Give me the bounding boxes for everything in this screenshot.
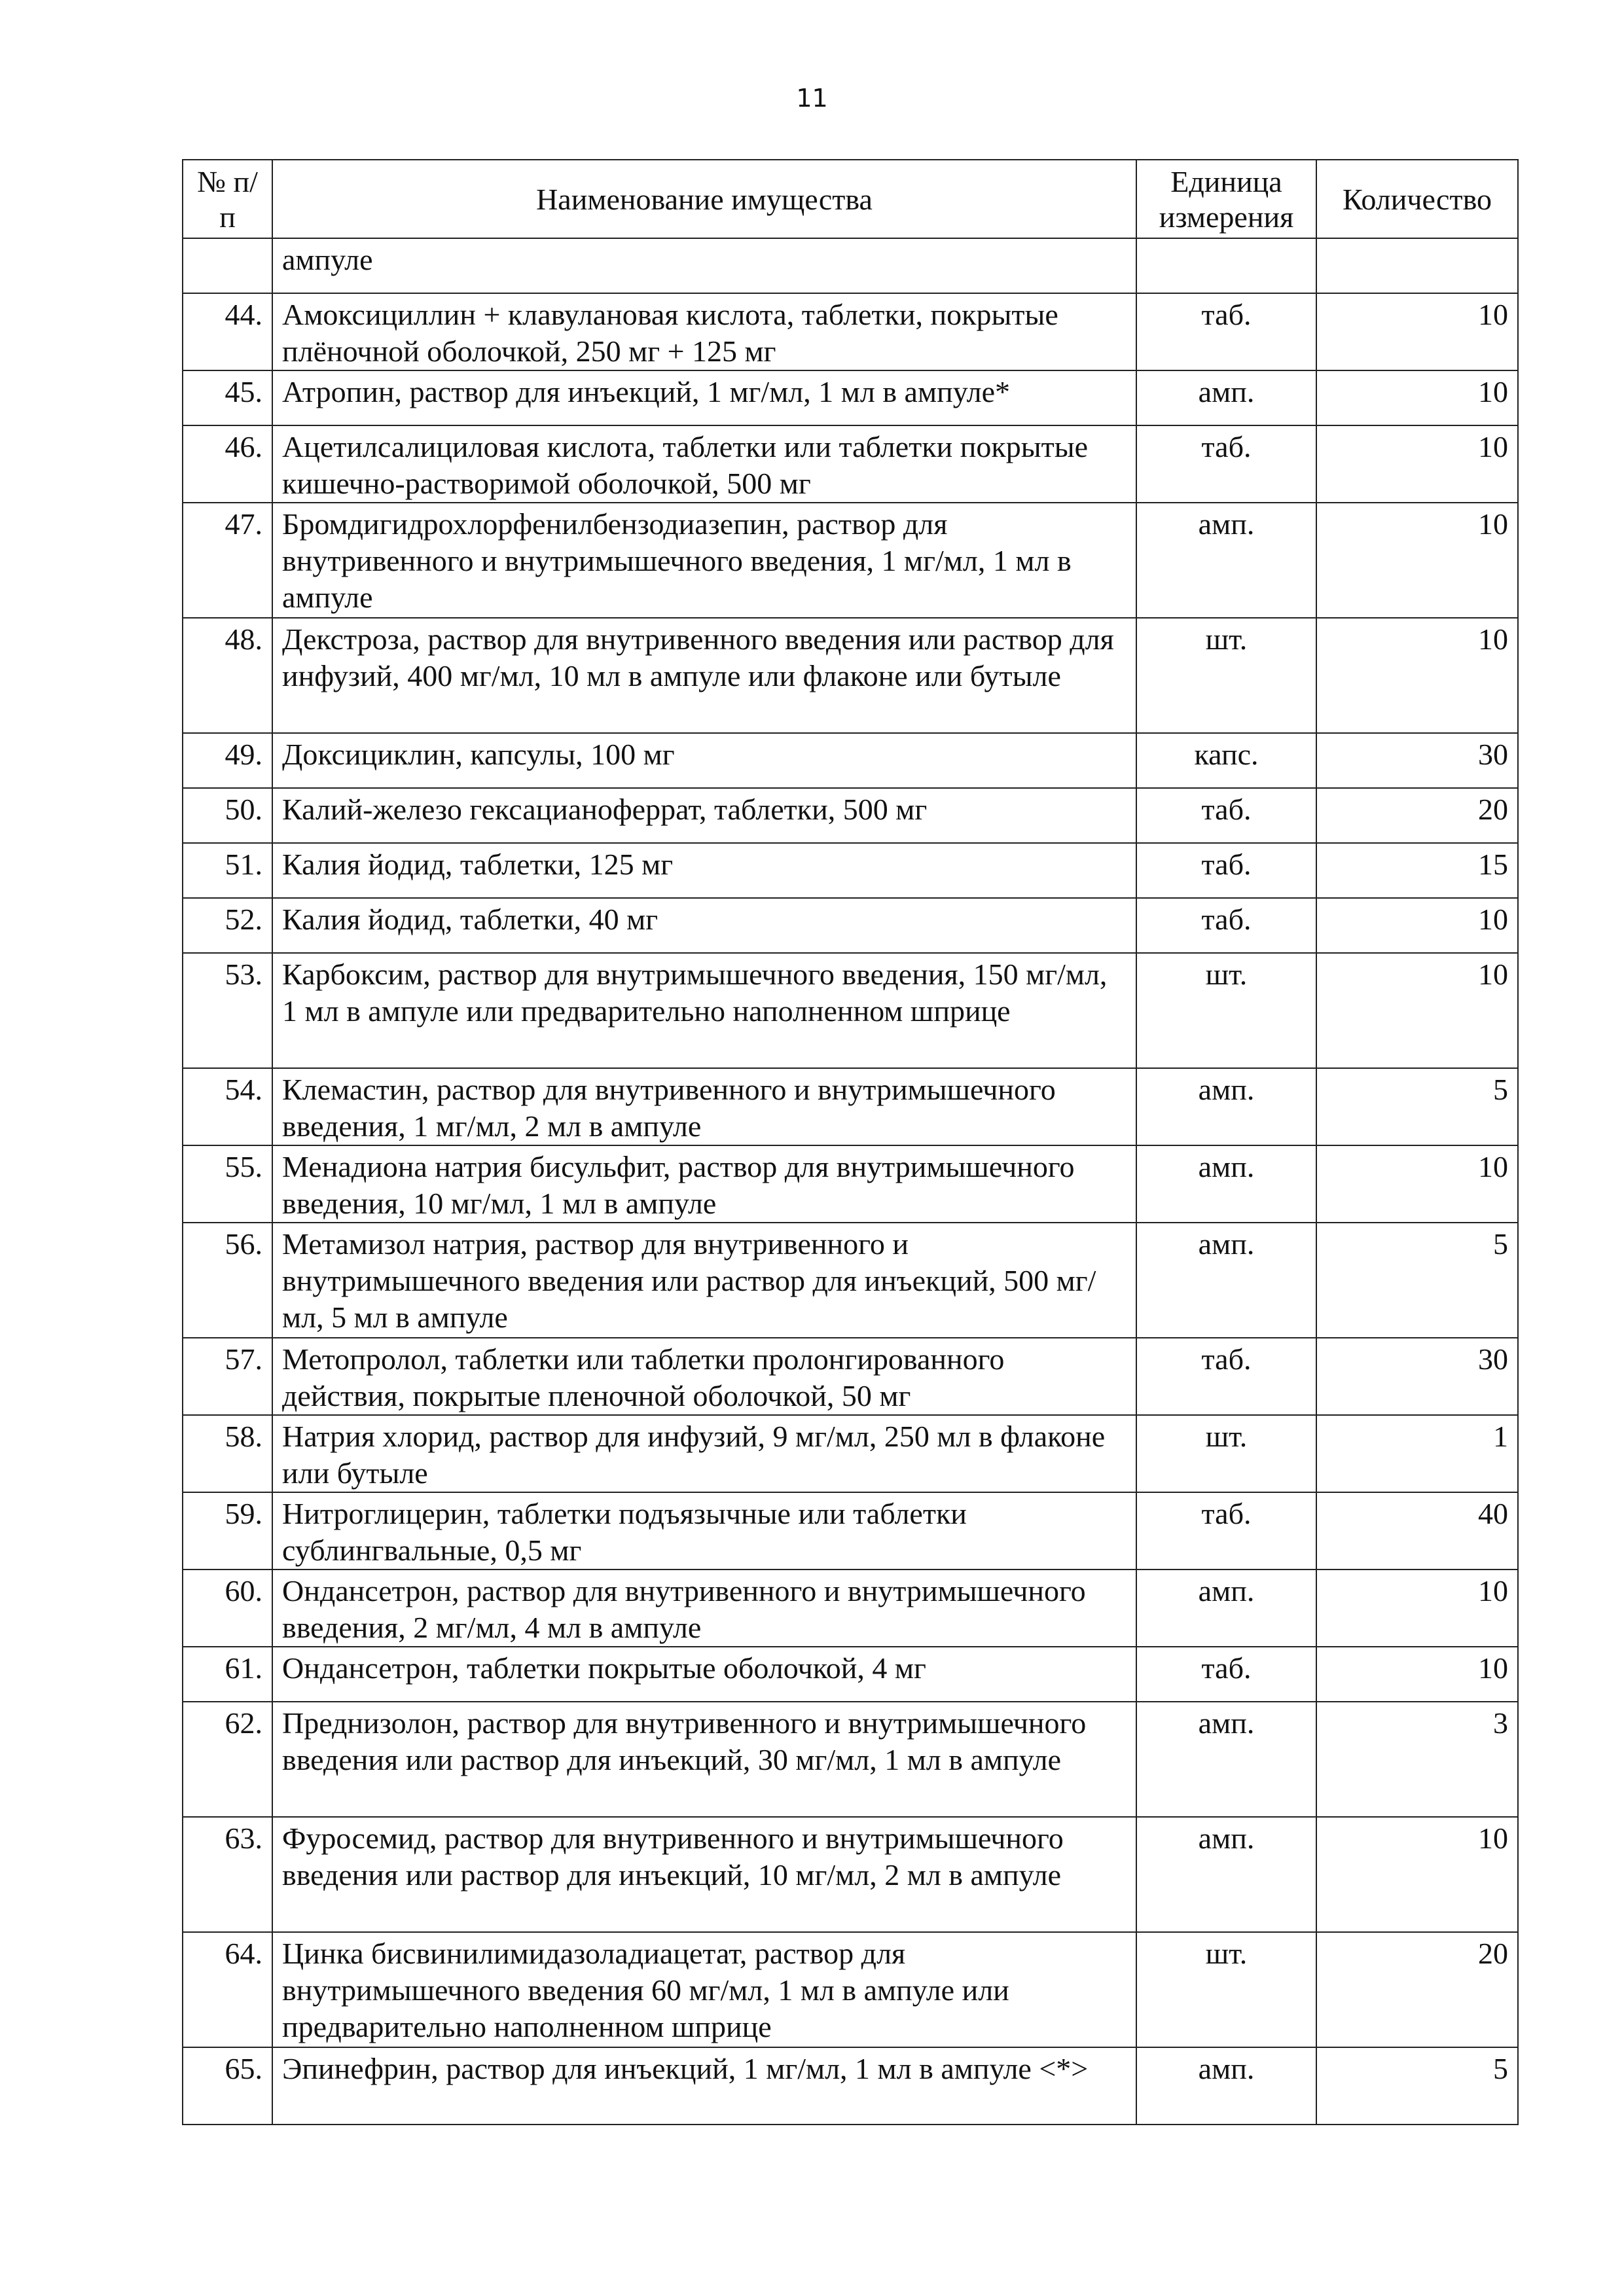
- header-qty: Количество: [1316, 160, 1518, 238]
- row-qty: 15: [1316, 843, 1518, 898]
- row-unit: шт.: [1136, 953, 1316, 1068]
- row-qty: 20: [1316, 1932, 1518, 2047]
- row-unit: амп.: [1136, 1817, 1316, 1932]
- row-name: Калия йодид, таблетки, 125 мг: [272, 843, 1136, 898]
- row-name: Атропин, раствор для инъекций, 1 мг/мл, 1 мл в ампуле*: [272, 370, 1136, 425]
- row-unit: таб.: [1136, 1647, 1316, 1702]
- row-qty: 1: [1316, 1415, 1518, 1492]
- row-unit: капс.: [1136, 733, 1316, 788]
- row-unit: таб.: [1136, 425, 1316, 503]
- header-row: [183, 160, 1518, 238]
- table-row: [183, 370, 1518, 425]
- table-row: [183, 733, 1518, 788]
- table-row: [183, 2047, 1518, 2125]
- row-qty: 10: [1316, 503, 1518, 618]
- row-unit: таб.: [1136, 1338, 1316, 1415]
- row-num: 55.: [183, 1145, 272, 1223]
- row-qty: 10: [1316, 1145, 1518, 1223]
- row-unit: таб.: [1136, 843, 1316, 898]
- row-qty: 30: [1316, 733, 1518, 788]
- row-name: Ацетилсалициловая кислота, таблетки или таблетки покрытые кишечно-растворимой оболочкой, 500 мг: [272, 425, 1136, 503]
- row-name: Натрия хлорид, раствор для инфузий, 9 мг/мл, 250 мл в флаконе или бутыле: [272, 1415, 1136, 1492]
- row-unit: шт.: [1136, 618, 1316, 733]
- row-num: 52.: [183, 898, 272, 953]
- row-qty: 10: [1316, 898, 1518, 953]
- row-name: ампуле: [272, 238, 1136, 293]
- table-row: [183, 898, 1518, 953]
- row-qty: [1316, 238, 1518, 293]
- continuation-row: [183, 238, 1518, 293]
- row-name: Метамизол натрия, раствор для внутривенного и внутримышечного введения или раствор для инъекций, 500 мг/мл, 5 мл в ампуле: [272, 1223, 1136, 1338]
- table-row: [183, 788, 1518, 843]
- row-num: 62.: [183, 1702, 272, 1817]
- row-num: 63.: [183, 1817, 272, 1932]
- row-qty: 10: [1316, 953, 1518, 1068]
- row-qty: 3: [1316, 1702, 1518, 1817]
- row-num: 53.: [183, 953, 272, 1068]
- row-num: 65.: [183, 2047, 272, 2125]
- row-num: 49.: [183, 733, 272, 788]
- table-row: [183, 953, 1518, 1068]
- row-num: 45.: [183, 370, 272, 425]
- row-num: 64.: [183, 1932, 272, 2047]
- row-unit: амп.: [1136, 2047, 1316, 2125]
- row-unit: шт.: [1136, 1932, 1316, 2047]
- row-name: Клемастин, раствор для внутривенного и внутримышечного введения, 1 мг/мл, 2 мл в ампуле: [272, 1068, 1136, 1145]
- row-unit: амп.: [1136, 1068, 1316, 1145]
- row-qty: 20: [1316, 788, 1518, 843]
- row-num: 56.: [183, 1223, 272, 1338]
- row-unit: амп.: [1136, 1702, 1316, 1817]
- row-name: Калия йодид, таблетки, 40 мг: [272, 898, 1136, 953]
- row-qty: 5: [1316, 2047, 1518, 2125]
- row-qty: 10: [1316, 1817, 1518, 1932]
- row-unit: амп.: [1136, 1145, 1316, 1223]
- row-qty: 10: [1316, 1647, 1518, 1702]
- header-name: Наименование имущества: [272, 160, 1136, 238]
- row-num: 57.: [183, 1338, 272, 1415]
- row-qty: 40: [1316, 1492, 1518, 1570]
- row-name: Эпинефрин, раствор для инъекций, 1 мг/мл, 1 мл в ампуле <*>: [272, 2047, 1136, 2125]
- header-unit: Единица измерения: [1136, 160, 1316, 238]
- row-num: 61.: [183, 1647, 272, 1702]
- row-num: 48.: [183, 618, 272, 733]
- row-qty: 10: [1316, 370, 1518, 425]
- row-name: Ондансетрон, раствор для внутривенного и внутримышечного введения, 2 мг/мл, 4 мл в ампуле: [272, 1570, 1136, 1647]
- row-num: [183, 238, 272, 293]
- row-name: Метопролол, таблетки или таблетки пролонгированного действия, покрытые пленочной оболочкой, 50 мг: [272, 1338, 1136, 1415]
- row-name: Калий-железо гексацианоферрат, таблетки, 500 мг: [272, 788, 1136, 843]
- table-row: [183, 1223, 1518, 1338]
- row-num: 44.: [183, 293, 272, 370]
- row-num: 60.: [183, 1570, 272, 1647]
- row-unit: [1136, 238, 1316, 293]
- table-row: [183, 1702, 1518, 1817]
- row-unit: таб.: [1136, 788, 1316, 843]
- table-row: [183, 1068, 1518, 1145]
- row-name: Фуросемид, раствор для внутривенного и внутримышечного введения или раствор для инъекций, 10 мг/мл, 2 мл в ампуле: [272, 1817, 1136, 1932]
- table-row: [183, 1338, 1518, 1415]
- table-row: [183, 1415, 1518, 1492]
- row-name: Преднизолон, раствор для внутривенного и внутримышечного введения или раствор для инъекций, 30 мг/мл, 1 мл в ампуле: [272, 1702, 1136, 1817]
- table-row: [183, 1492, 1518, 1570]
- row-qty: 5: [1316, 1223, 1518, 1338]
- row-unit: амп.: [1136, 1223, 1316, 1338]
- row-qty: 10: [1316, 618, 1518, 733]
- row-num: 58.: [183, 1415, 272, 1492]
- row-unit: амп.: [1136, 503, 1316, 618]
- row-unit: таб.: [1136, 1492, 1316, 1570]
- row-qty: 30: [1316, 1338, 1518, 1415]
- row-qty: 10: [1316, 293, 1518, 370]
- row-name: Доксициклин, капсулы, 100 мг: [272, 733, 1136, 788]
- page-number: 11: [796, 84, 828, 113]
- row-num: 51.: [183, 843, 272, 898]
- row-qty: 10: [1316, 425, 1518, 503]
- row-unit: таб.: [1136, 898, 1316, 953]
- row-num: 47.: [183, 503, 272, 618]
- row-name: Бромдигидрохлорфенилбензодиазепин, раствор для внутривенного и внутримышечного введения, 1 мг/мл, 1 мл в ампуле: [272, 503, 1136, 618]
- row-name: Декстроза, раствор для внутривенного введения или раствор для инфузий, 400 мг/мл, 10 мл в ампуле или флаконе или бутыле: [272, 618, 1136, 733]
- row-name: Карбоксим, раствор для внутримышечного введения, 150 мг/мл, 1 мл в ампуле или предварительно наполненном шприце: [272, 953, 1136, 1068]
- table-row: [183, 293, 1518, 370]
- row-num: 54.: [183, 1068, 272, 1145]
- row-unit: амп.: [1136, 1570, 1316, 1647]
- header-num: № п/п: [183, 160, 272, 238]
- row-qty: 5: [1316, 1068, 1518, 1145]
- table-row: [183, 843, 1518, 898]
- table-row: [183, 618, 1518, 733]
- inventory-table: [182, 159, 1519, 2125]
- table-row: [183, 1570, 1518, 1647]
- row-unit: амп.: [1136, 370, 1316, 425]
- table-row: [183, 1647, 1518, 1702]
- table-row: [183, 1145, 1518, 1223]
- row-name: Амоксициллин + клавулановая кислота, таблетки, покрытые плёночной оболочкой, 250 мг + 125 мг: [272, 293, 1136, 370]
- table-row: [183, 1932, 1518, 2047]
- row-qty: 10: [1316, 1570, 1518, 1647]
- table-row: [183, 1817, 1518, 1932]
- row-name: Менадиона натрия бисульфит, раствор для внутримышечного введения, 10 мг/мл, 1 мл в ампуле: [272, 1145, 1136, 1223]
- row-num: 46.: [183, 425, 272, 503]
- row-num: 50.: [183, 788, 272, 843]
- row-name: Нитроглицерин, таблетки подъязычные или таблетки сублингвальные, 0,5 мг: [272, 1492, 1136, 1570]
- row-name: Ондансетрон, таблетки покрытые оболочкой, 4 мг: [272, 1647, 1136, 1702]
- row-unit: шт.: [1136, 1415, 1316, 1492]
- table-row: [183, 503, 1518, 618]
- row-unit: таб.: [1136, 293, 1316, 370]
- row-num: 59.: [183, 1492, 272, 1570]
- row-name: Цинка бисвинилимидазоладиацетат, раствор для внутримышечного введения 60 мг/мл, 1 мл в ампуле или предварительно наполненном шприце: [272, 1932, 1136, 2047]
- table-row: [183, 425, 1518, 503]
